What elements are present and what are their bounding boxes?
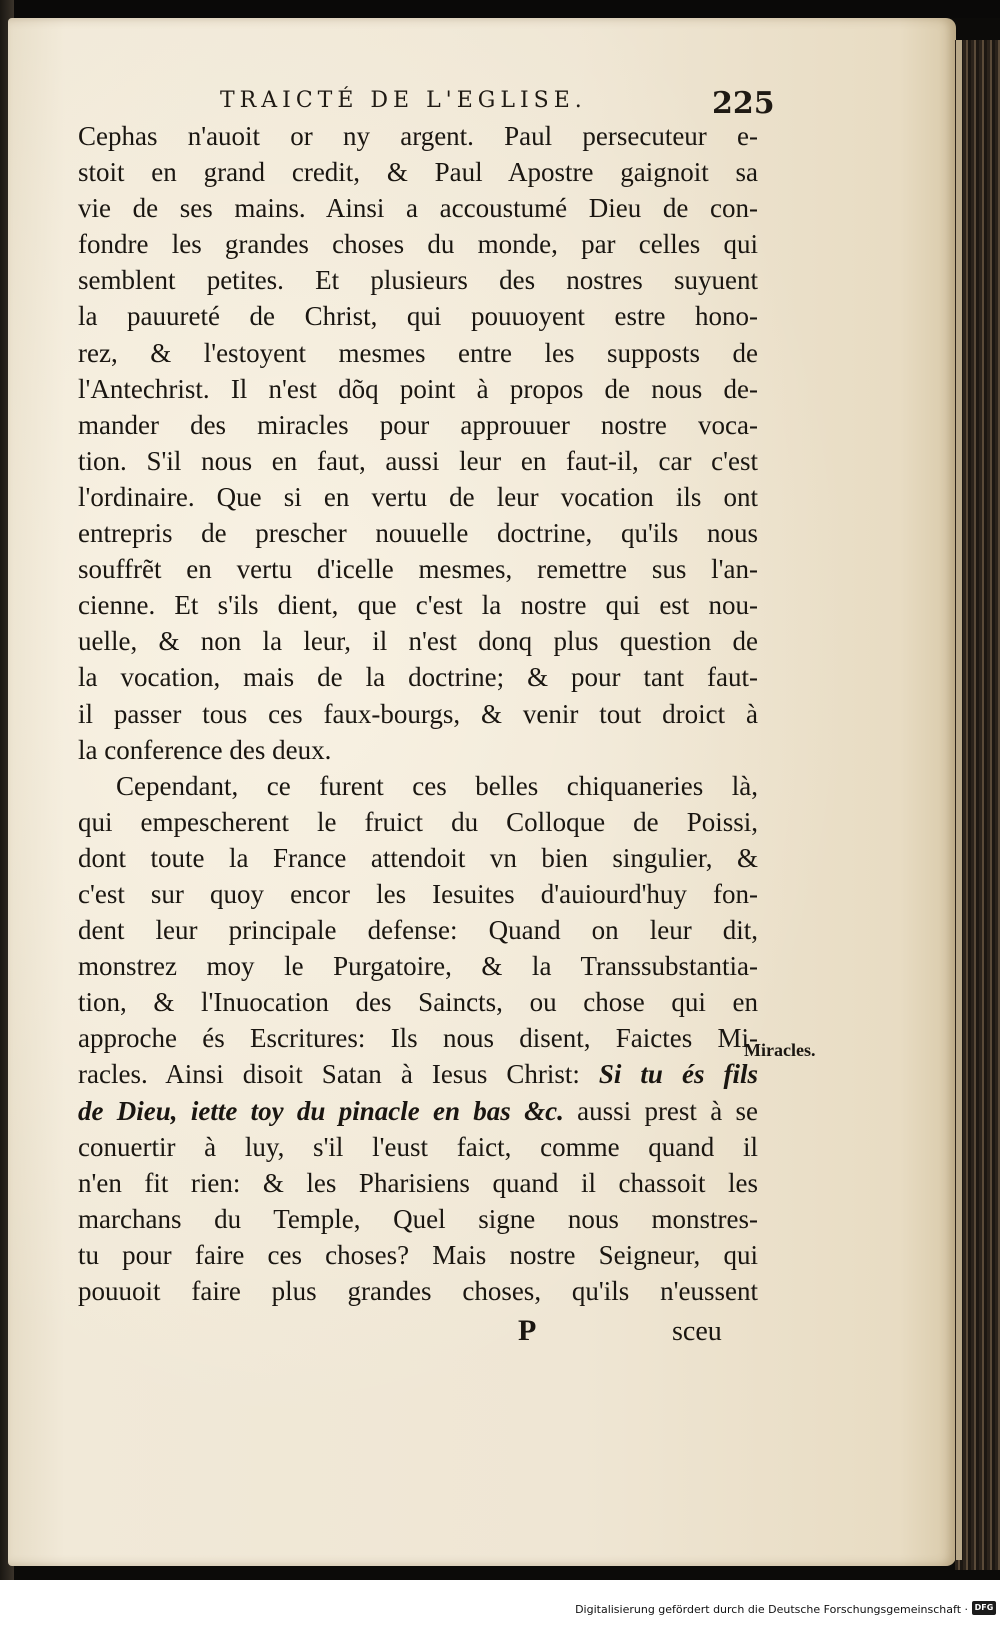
text-line: mander des miracles pour approuuer nostre voca- xyxy=(78,409,758,440)
text-line: il passer tous ces faux-bourgs, & venir tout droict à xyxy=(78,698,758,729)
body-text xyxy=(78,118,758,1309)
page-edge-strip xyxy=(956,40,962,1560)
text-line: approche és Escritures: Ils nous disent, Faictes Mi- xyxy=(78,1023,758,1054)
text-line: Cephas n'auoit or ny argent. Paul persecuteur e- xyxy=(78,121,758,151)
text-line: de Dieu, iette toy du pinacle en bas &c. aussi prest à se xyxy=(78,1095,759,1126)
footer-credit: Digitalisierung gefördert durch die Deutsche Forschungsgemeinschaft · xyxy=(575,1603,968,1616)
text-line: dent leur principale defense: Quand on leur dit, xyxy=(78,915,758,946)
margin-note: Miracles. xyxy=(744,1040,816,1060)
text-line: cienne. Et s'ils dient, que c'est la nostre qui est nou- xyxy=(78,590,758,621)
text-line: uelle, & non la leur, il n'est donq plus question de xyxy=(78,626,758,657)
text-line: c'est sur quoy encor les Iesuites d'auiourd'huy fon- xyxy=(78,878,758,909)
text-line: racles. Ainsi disoit Satan à Iesus Christ: Si tu és fils xyxy=(78,1059,758,1090)
text-line: dont toute la France attendoit vn bien singulier, & xyxy=(78,842,758,873)
text-line: stoit en grand credit, & Paul Apostre gaignoit sa xyxy=(78,157,758,188)
italic-quote: Si tu és fils xyxy=(598,1059,758,1090)
text-line: qui empescherent le fruict du Colloque de Poissi, xyxy=(78,806,758,837)
text-line: fondre les grandes choses du monde, par celles qui xyxy=(78,229,758,260)
text-line: souffrẽt en vertu d'icelle mesmes, remettre sus l'an- xyxy=(78,554,758,585)
text-line: semblent petites. Et plusieurs des nostres suyuent xyxy=(78,265,758,296)
text-line: la vocation, mais de la doctrine; & pour tant faut- xyxy=(78,662,758,693)
text-line: entrepris de prescher nouuelle doctrine, qu'ils nous xyxy=(78,518,758,549)
page-number: 225 xyxy=(712,86,775,121)
text-line: l'ordinaire. Que si en vertu de leur vocation ils ont xyxy=(78,481,758,512)
text-line: l'Antechrist. Il n'est dõq point à propos de nous de- xyxy=(78,373,758,404)
catchword: sceu xyxy=(672,1316,722,1347)
text-line: marchans du Temple, Quel signe nous monstres- xyxy=(78,1203,758,1234)
text-line: rez, & l'estoyent mesmes entre les supposts de xyxy=(78,337,758,368)
running-title: TRAICTÉ DE L'EGLISE. xyxy=(220,88,587,113)
text-line: tu pour faire ces choses? Mais nostre Seigneur, qui xyxy=(78,1239,758,1270)
digitization-footer xyxy=(0,1580,1000,1629)
text-line: la pauureté de Christ, qui pouuoyent estre hono- xyxy=(78,301,758,332)
text-line: conuertir à luy, s'il l'eust faict, comme quand il xyxy=(78,1131,758,1162)
scan-top-edge xyxy=(0,0,1000,18)
text-line: pouuoit faire plus grandes choses, qu'ils n'eussent xyxy=(78,1276,758,1306)
text-line: monstrez moy le Purgatoire, & la Transsubstantia- xyxy=(78,951,758,982)
text-line: tion, & l'Inuocation des Saincts, ou chose qui en xyxy=(78,987,758,1018)
text-line: la conference des deux. xyxy=(78,734,332,765)
text-line: vie de ses mains. Ainsi a accoustumé Dieu de con- xyxy=(78,193,758,224)
signature-mark: P xyxy=(518,1314,537,1347)
dfg-logo: DFG xyxy=(972,1601,996,1615)
text-line: tion. S'il nous en faut, aussi leur en faut-il, car c'est xyxy=(78,445,758,476)
text-line: n'en fit rien: & les Pharisiens quand il chassoit les xyxy=(78,1167,758,1198)
italic-quote: de Dieu, iette toy du pinacle en bas &c. xyxy=(78,1095,564,1126)
text-line: Cependant, ce furent ces belles chiquaneries là, xyxy=(116,770,758,801)
